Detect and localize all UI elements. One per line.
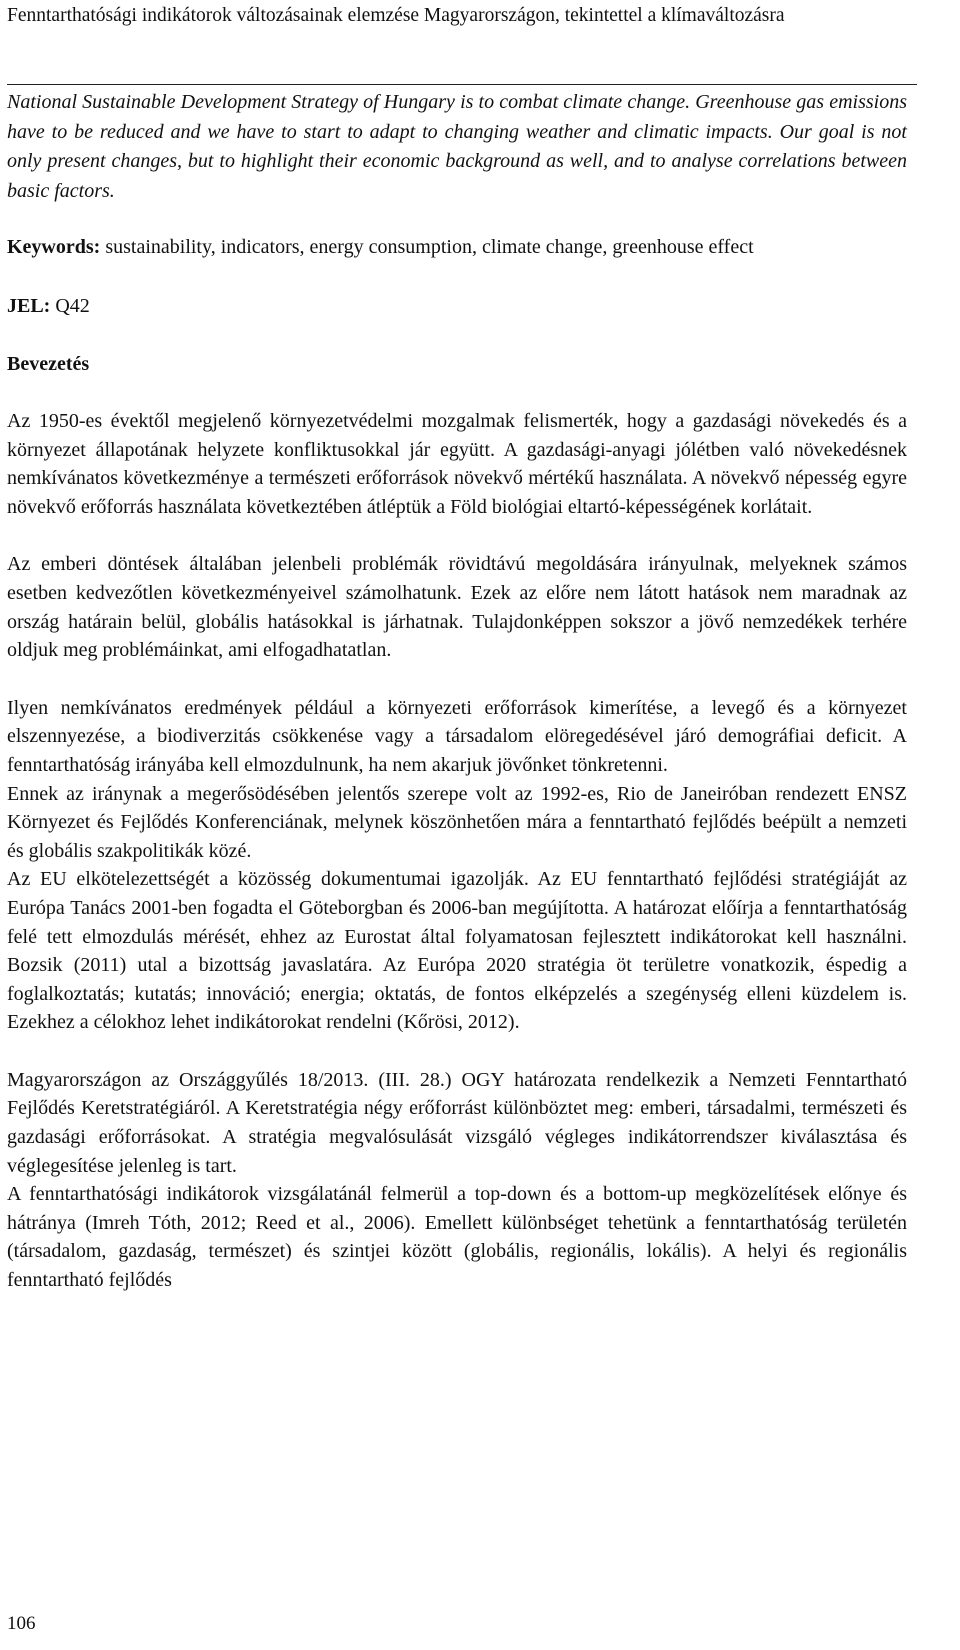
- running-header-title: Fenntarthatósági indikátorok változásainak elemzése Magyarországon, tekintettel a klímaváltozásra: [7, 5, 785, 26]
- section-heading: Bevezetés: [7, 353, 90, 375]
- header-divider: [7, 84, 917, 85]
- page-number: 106: [7, 1613, 36, 1634]
- paragraph: A fenntarthatósági indikátorok vizsgálatánál felmerül a top-down és a bottom-up megközelítések előnye és hátránya (Imreh Tóth, 2012; Reed et al., 2006). Emellett különbséget tehetünk a fenntarthatóság területén (társadalom, gazdaság, természet) és szintjei között (globális, regionális, lokális). A helyi és regionális fenntartható fejlődés: [7, 1183, 907, 1292]
- jel-line: [7, 292, 90, 321]
- paragraph: Ennek az iránynak a megerősödésében jelentős szerepe volt az 1992-es, Rio de Janeiróban rendezett ENSZ Környezet és Fejlődés Konferenciának, melynek köszönhetően mára a fenntartható fejlődés beépült a nemzeti és globális szakpolitikák közé.: [7, 782, 907, 862]
- paragraph: Ilyen nemkívánatos eredmények például a környezeti erőforrások kimerítése, a levegő és a környezet elszennyezése, a biodiverzitás csökkenése vagy a társadalom elöregedésével járó demográfiai deficit. A fenntarthatóság irányába kell elmozdulnunk, ha nem akarjuk jövőnket tönkretenni.: [7, 696, 907, 776]
- paragraph: Az EU elkötelezettségét a közösség dokumentumai igazolják. Az EU fenntartható fejlődési stratégiáját az Európa Tanács 2001-ben fogadta el Göteborgban és 2006-ban megújította. A határozat előírja a fenntarthatóság felé tett elmozdulás mérését, ehhez az Eurostat által folyamatosan fejlesztett indikátorokat kell használni. Bozsik (2011) utal a bizottság javaslatára. Az Európa 2020 stratégia öt területre vonatkozik, éspedig a foglalkoztatás; kutatás; innováció; energia; oktatás, de fontos elképzelés a szegénység elleni küzdelem is. Ezekhez a célokhoz lehet indikátorokat rendelni (Kőrösi, 2012).: [7, 868, 907, 1034]
- jel-code: Q42: [55, 295, 90, 317]
- keywords-label: Keywords:: [7, 236, 101, 258]
- jel-label: JEL:: [7, 295, 51, 317]
- keywords-text: sustainability, indicators, energy consumption, climate change, greenhouse effect: [105, 236, 754, 258]
- keywords-line: [7, 233, 907, 262]
- paragraph: Az 1950-es évektől megjelenő környezetvédelmi mozgalmak felismerték, hogy a gazdasági növekedés és a környezet állapotának helyzete konfliktusokkal jár együtt. A gazdasági-anyagi jólétben való növekedésnek nemkívánatos következménye a természeti erőforrások növekvő mértékű használata. A növekvő népesség egyre növekvő erőforrás használata következtében átléptük a Föld biológiai eltartó-képességének korlátait.: [7, 410, 907, 518]
- english-abstract: National Sustainable Development Strategy of Hungary is to combat climate change. Greenhouse gas emissions have to be reduced and we have to start to adapt to changing weather and climatic impacts. Our goal is not only present changes, but to highlight their economic background as well, and to analyse correlations between basic factors.: [7, 91, 907, 202]
- document-page: [7, 0, 907, 1292]
- section-body: [7, 407, 907, 1295]
- paragraph: Magyarországon az Országgyűlés 18/2013. (III. 28.) OGY határozata rendelkezik a Nemzeti Fenntartható Fejlődés Keretstratégiáról. A Keretstratégia négy erőforrást különböztet meg: emberi, társadalmi, természeti és gazdasági erőforrásokat. A stratégia megvalósulását vizsgáló végleges indikátorrendszer kiválasztása és véglegesítése jelenleg is tart.: [7, 1068, 907, 1177]
- paragraph: Az emberi döntések általában jelenbeli problémák rövidtávú megoldására irányulnak, melyeknek számos esetben kedvezőtlen következményeivel számolhatunk. Ezek az előre nem látott hatások nem maradnak az ország határain belül, globális hatásokkal is járhatnak. Tulajdonképpen sokszor a jövő nemzedékek terhére oldjuk meg problémáinkat, ami elfogadhatatlan.: [7, 553, 907, 662]
